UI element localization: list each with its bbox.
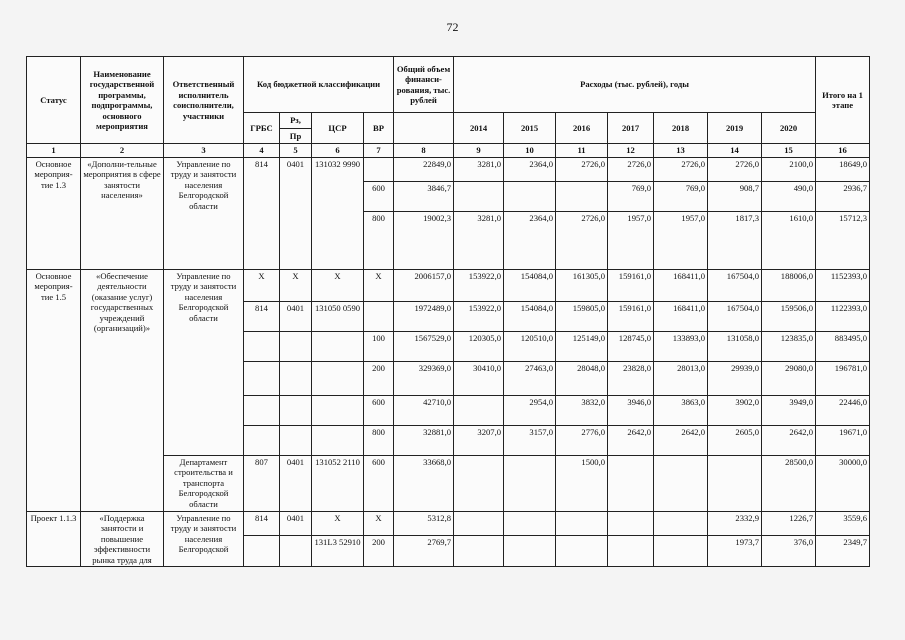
year-value-cell: 2726,0: [556, 211, 608, 269]
header-year: 2016: [556, 113, 608, 144]
column-number: 13: [654, 144, 708, 158]
year-value-cell: [654, 511, 708, 536]
header-stage-total: Итого на 1 этапе: [816, 57, 870, 144]
stage-total-cell: 22446,0: [816, 395, 870, 425]
grbs-cell: 814: [244, 157, 280, 269]
stage-total-cell: 15712,3: [816, 211, 870, 269]
year-value-cell: [454, 395, 504, 425]
stage-total-cell: 1122393,0: [816, 301, 870, 331]
header-vr: ВР: [364, 113, 394, 144]
rz-cell: [280, 536, 312, 567]
csr-cell: X: [312, 269, 364, 301]
year-value-cell: 123835,0: [762, 331, 816, 361]
vr-cell: X: [364, 511, 394, 536]
table-header: [27, 57, 870, 158]
table-body: [27, 157, 870, 567]
year-value-cell: 120305,0: [454, 331, 504, 361]
header-year: 2014: [454, 113, 504, 144]
year-value-cell: 29939,0: [708, 361, 762, 395]
table-row: [27, 269, 870, 301]
year-value-cell: 1610,0: [762, 211, 816, 269]
rz-cell: 0401: [280, 511, 312, 536]
column-number-row: [27, 144, 870, 158]
status-cell: Основное мероприя-тие 1.5: [27, 269, 81, 511]
year-value-cell: 1817,3: [708, 211, 762, 269]
stage-total-cell: 196781,0: [816, 361, 870, 395]
year-value-cell: [556, 181, 608, 211]
year-value-cell: 3946,0: [608, 395, 654, 425]
year-value-cell: 29080,0: [762, 361, 816, 395]
vr-cell: 800: [364, 425, 394, 455]
stage-total-cell: 2936,7: [816, 181, 870, 211]
year-value-cell: 159805,0: [556, 301, 608, 331]
header-rz-pr: [280, 113, 312, 144]
column-number: 3: [164, 144, 244, 158]
column-number: 15: [762, 144, 816, 158]
year-value-cell: 3157,0: [504, 425, 556, 455]
csr-cell: [312, 425, 364, 455]
header-expenses: Расходы (тыс. рублей), годы: [454, 57, 816, 113]
rz-cell: [280, 361, 312, 395]
year-value-cell: 3863,0: [654, 395, 708, 425]
year-value-cell: 2642,0: [608, 425, 654, 455]
table-row: [27, 511, 870, 536]
year-value-cell: 2726,0: [654, 157, 708, 181]
year-value-cell: 159161,0: [608, 269, 654, 301]
year-value-cell: 2776,0: [556, 425, 608, 455]
header-year: 2017: [608, 113, 654, 144]
column-number: 4: [244, 144, 280, 158]
year-value-cell: 28500,0: [762, 455, 816, 511]
year-value-cell: 2954,0: [504, 395, 556, 425]
year-value-cell: 2726,0: [608, 157, 654, 181]
year-value-cell: 2364,0: [504, 211, 556, 269]
year-value-cell: 3281,0: [454, 157, 504, 181]
status-cell: Основное мероприя-тие 1.3: [27, 157, 81, 269]
year-value-cell: 908,7: [708, 181, 762, 211]
grbs-cell: [244, 395, 280, 425]
csr-cell: 131032 9990: [312, 157, 364, 269]
year-value-cell: 3207,0: [454, 425, 504, 455]
header-grbs: ГРБС: [244, 113, 280, 144]
name-cell: «Поддержка занятости и повышение эффективности рынка труда для: [81, 511, 164, 567]
year-value-cell: 1973,7: [708, 536, 762, 567]
column-number: 11: [556, 144, 608, 158]
year-value-cell: 28013,0: [654, 361, 708, 395]
year-value-cell: [504, 455, 556, 511]
csr-cell: X: [312, 511, 364, 536]
vr-cell: 600: [364, 455, 394, 511]
header-year: 2018: [654, 113, 708, 144]
year-value-cell: [454, 536, 504, 567]
year-value-cell: 153922,0: [454, 269, 504, 301]
year-value-cell: 2726,0: [556, 157, 608, 181]
name-cell: «Обеспечение деятельности (оказание услуг) государственных учреждений (организаций)»: [81, 269, 164, 511]
header-responsible: Ответственный исполнитель соисполнители, участники: [164, 57, 244, 144]
rz-cell: 0401: [280, 301, 312, 331]
header-year: 2015: [504, 113, 556, 144]
grbs-cell: [244, 361, 280, 395]
grbs-cell: X: [244, 269, 280, 301]
vr-cell: 600: [364, 395, 394, 425]
year-value-cell: [654, 455, 708, 511]
column-number: 9: [454, 144, 504, 158]
year-value-cell: 28048,0: [556, 361, 608, 395]
year-value-cell: 2726,0: [708, 157, 762, 181]
column-number: 12: [608, 144, 654, 158]
stage-total-cell: 2349,7: [816, 536, 870, 567]
header-csr: ЦСР: [312, 113, 364, 144]
csr-cell: 131050 0590: [312, 301, 364, 331]
rz-cell: [280, 425, 312, 455]
responsible-cell: Управление по труду и занятости населения Белгородской области: [164, 157, 244, 269]
csr-cell: 131052 2110: [312, 455, 364, 511]
total-cell: 32881,0: [394, 425, 454, 455]
rz-cell: 0401: [280, 157, 312, 269]
year-value-cell: 3281,0: [454, 211, 504, 269]
year-value-cell: 153922,0: [454, 301, 504, 331]
rz-cell: 0401: [280, 455, 312, 511]
year-value-cell: 1957,0: [654, 211, 708, 269]
year-value-cell: [454, 455, 504, 511]
year-value-cell: 2642,0: [654, 425, 708, 455]
year-value-cell: 769,0: [608, 181, 654, 211]
csr-cell: [312, 395, 364, 425]
year-value-cell: 128745,0: [608, 331, 654, 361]
grbs-cell: [244, 331, 280, 361]
total-cell: 42710,0: [394, 395, 454, 425]
total-cell: 329369,0: [394, 361, 454, 395]
header-pr: Пр: [289, 130, 302, 141]
year-value-cell: 154084,0: [504, 269, 556, 301]
vr-cell: [364, 157, 394, 181]
year-value-cell: 30410,0: [454, 361, 504, 395]
rz-cell: X: [280, 269, 312, 301]
year-value-cell: 1226,7: [762, 511, 816, 536]
year-value-cell: [454, 511, 504, 536]
vr-cell: 600: [364, 181, 394, 211]
table-row: [27, 157, 870, 181]
year-value-cell: 168411,0: [654, 301, 708, 331]
year-value-cell: 168411,0: [654, 269, 708, 301]
vr-cell: 200: [364, 536, 394, 567]
status-cell: Проект 1.1.3: [27, 511, 81, 567]
year-value-cell: 769,0: [654, 181, 708, 211]
stage-total-cell: 19671,0: [816, 425, 870, 455]
year-value-cell: 2605,0: [708, 425, 762, 455]
responsible-cell: Управление по труду и занятости населения Белгородской области: [164, 269, 244, 455]
year-value-cell: [556, 511, 608, 536]
rz-cell: [280, 395, 312, 425]
stage-total-cell: 1152393,0: [816, 269, 870, 301]
column-number: 1: [27, 144, 81, 158]
year-value-cell: 2642,0: [762, 425, 816, 455]
grbs-cell: [244, 425, 280, 455]
year-value-cell: 131058,0: [708, 331, 762, 361]
year-value-cell: 167504,0: [708, 269, 762, 301]
header-year: 2020: [762, 113, 816, 144]
total-cell: 3846,7: [394, 181, 454, 211]
stage-total-cell: 3559,6: [816, 511, 870, 536]
year-value-cell: 1957,0: [608, 211, 654, 269]
year-value-cell: 3832,0: [556, 395, 608, 425]
vr-cell: 200: [364, 361, 394, 395]
grbs-cell: 807: [244, 455, 280, 511]
header-year: 2019: [708, 113, 762, 144]
year-value-cell: [708, 455, 762, 511]
column-number: 6: [312, 144, 364, 158]
year-value-cell: 133893,0: [654, 331, 708, 361]
year-value-cell: [608, 455, 654, 511]
year-value-cell: [504, 511, 556, 536]
vr-cell: [364, 301, 394, 331]
header-total-funding: Общий объем финанси-рования, тыс. рублей: [394, 57, 454, 113]
column-number: 5: [280, 144, 312, 158]
vr-cell: 100: [364, 331, 394, 361]
year-value-cell: [608, 511, 654, 536]
year-value-cell: 27463,0: [504, 361, 556, 395]
column-number: 10: [504, 144, 556, 158]
year-value-cell: [608, 536, 654, 567]
responsible-cell: Департамент строительства и транспорта Белгородской области: [164, 455, 244, 511]
column-number: 14: [708, 144, 762, 158]
year-value-cell: 2332,9: [708, 511, 762, 536]
year-value-cell: 2100,0: [762, 157, 816, 181]
year-value-cell: [504, 181, 556, 211]
name-cell: «Дополни-тельные мероприятия в сфере занятости населения»: [81, 157, 164, 269]
year-value-cell: 161305,0: [556, 269, 608, 301]
year-value-cell: 3949,0: [762, 395, 816, 425]
column-number: 2: [81, 144, 164, 158]
total-cell: 19002,3: [394, 211, 454, 269]
total-cell: 2006157,0: [394, 269, 454, 301]
vr-cell: X: [364, 269, 394, 301]
csr-cell: [312, 361, 364, 395]
year-value-cell: 490,0: [762, 181, 816, 211]
year-value-cell: 167504,0: [708, 301, 762, 331]
year-value-cell: 23828,0: [608, 361, 654, 395]
total-cell: 1972489,0: [394, 301, 454, 331]
header-rz: Рз,: [280, 113, 311, 129]
total-cell: 2769,7: [394, 536, 454, 567]
total-cell: 22849,0: [394, 157, 454, 181]
vr-cell: 800: [364, 211, 394, 269]
stage-total-cell: 30000,0: [816, 455, 870, 511]
column-number: 16: [816, 144, 870, 158]
total-cell: 1567529,0: [394, 331, 454, 361]
total-cell: 5312,8: [394, 511, 454, 536]
year-value-cell: [556, 536, 608, 567]
header-status: Статус: [27, 57, 81, 144]
year-value-cell: [654, 536, 708, 567]
header-name: Наименование государственной программы, подпрограммы, основного мероприятия: [81, 57, 164, 144]
total-cell: 33668,0: [394, 455, 454, 511]
column-number: 7: [364, 144, 394, 158]
stage-total-cell: 883495,0: [816, 331, 870, 361]
csr-cell: 131L3 52910: [312, 536, 364, 567]
year-value-cell: 376,0: [762, 536, 816, 567]
year-value-cell: 125149,0: [556, 331, 608, 361]
year-value-cell: 3902,0: [708, 395, 762, 425]
stage-total-cell: 18649,0: [816, 157, 870, 181]
grbs-cell: 814: [244, 301, 280, 331]
grbs-cell: [244, 536, 280, 567]
year-value-cell: 2364,0: [504, 157, 556, 181]
grbs-cell: 814: [244, 511, 280, 536]
page-number: 72: [446, 20, 459, 34]
year-value-cell: 154084,0: [504, 301, 556, 331]
column-number: 8: [394, 144, 454, 158]
year-value-cell: 1500,0: [556, 455, 608, 511]
year-value-cell: 188006,0: [762, 269, 816, 301]
year-value-cell: 159161,0: [608, 301, 654, 331]
year-value-cell: 120510,0: [504, 331, 556, 361]
responsible-cell: Управление по труду и занятости населения Белгородской: [164, 511, 244, 567]
header-budget-code: Код бюджетной классификации: [244, 57, 394, 113]
rz-cell: [280, 331, 312, 361]
year-value-cell: [454, 181, 504, 211]
csr-cell: [312, 331, 364, 361]
budget-table: [26, 56, 870, 567]
header-col8: [394, 113, 454, 144]
year-value-cell: [504, 536, 556, 567]
year-value-cell: 159506,0: [762, 301, 816, 331]
